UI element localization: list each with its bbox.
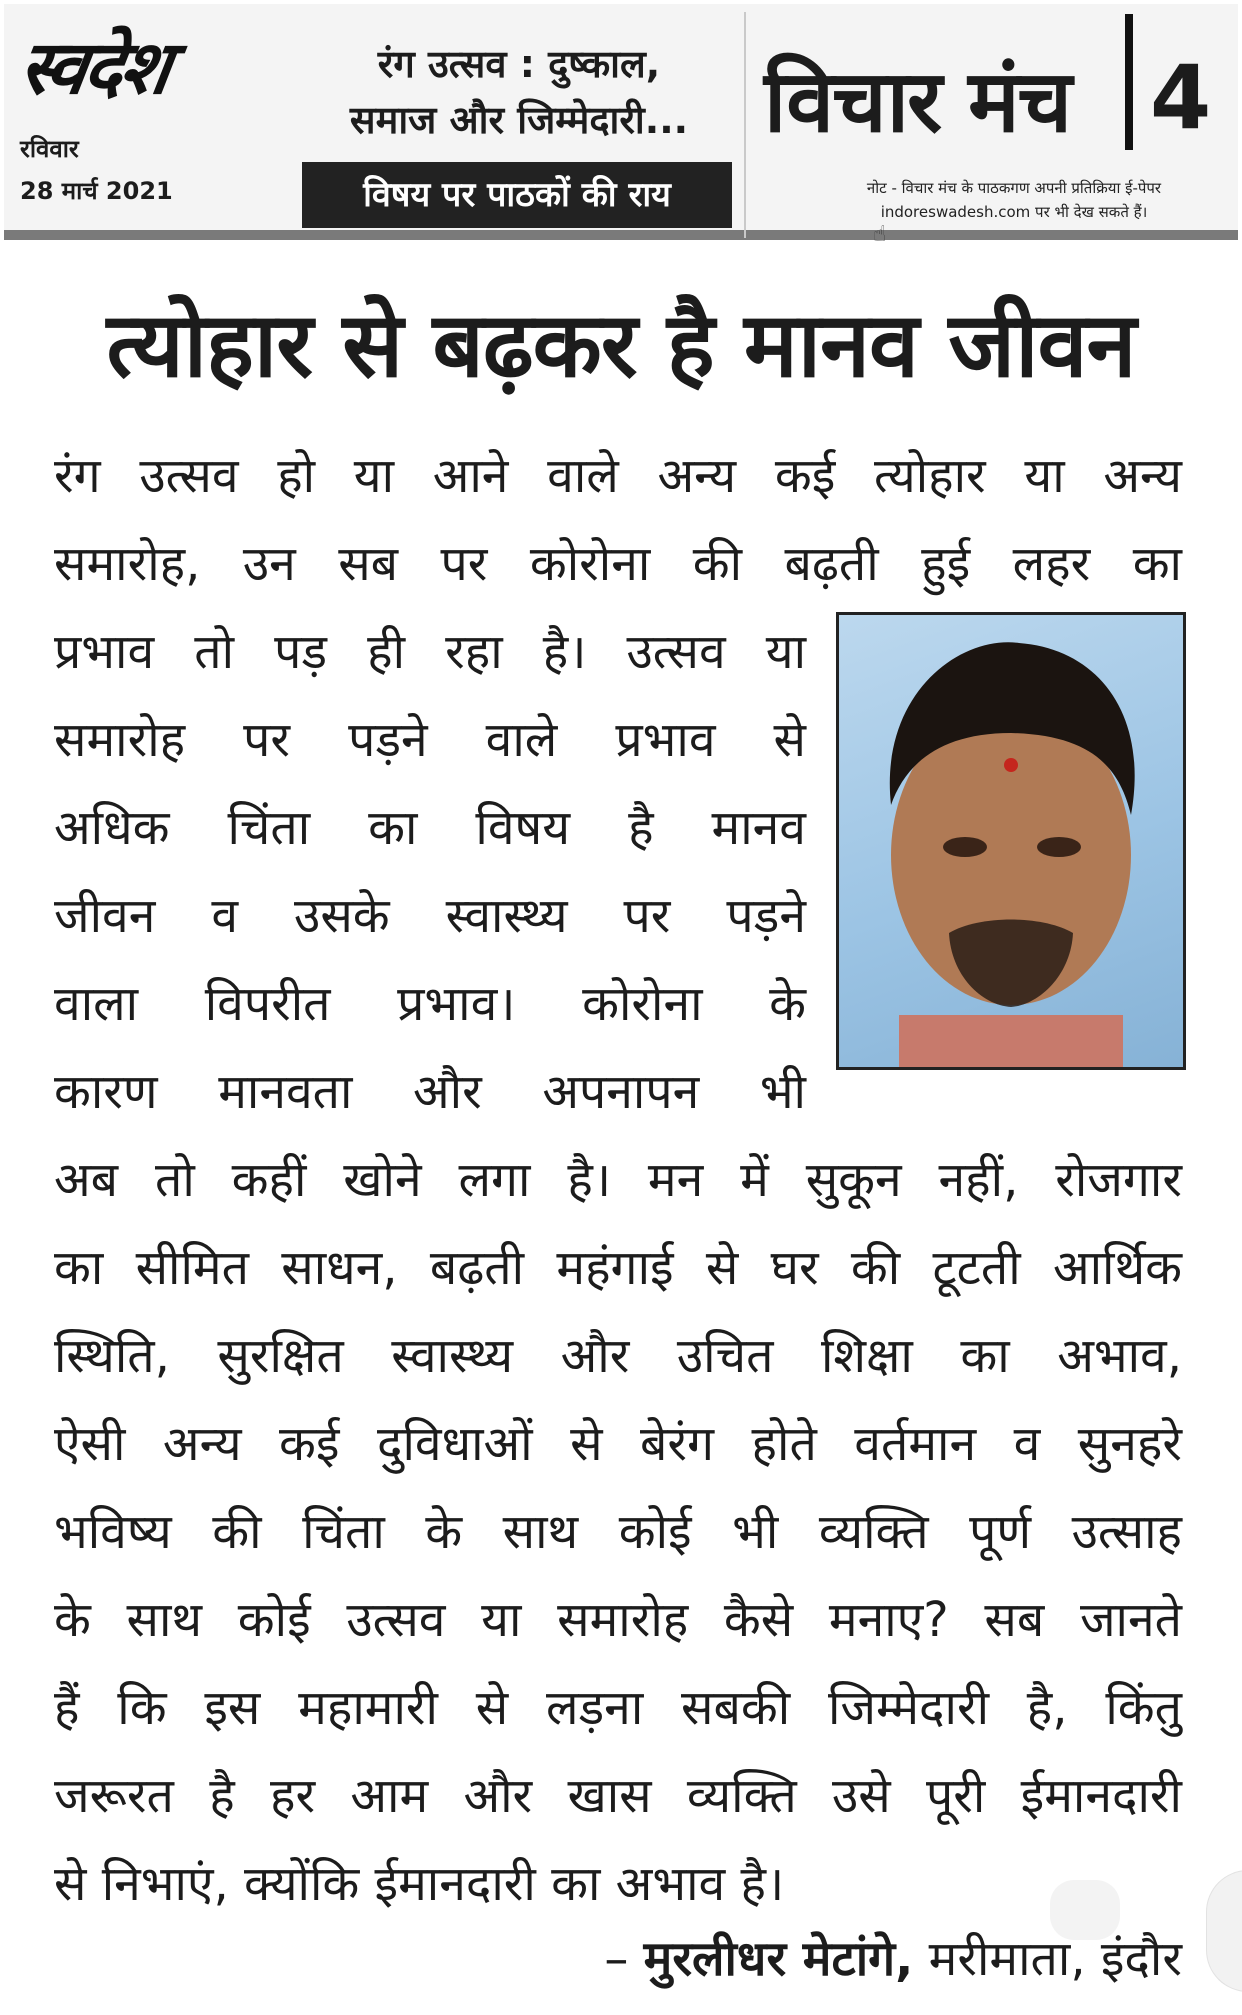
article-line: अब तो कहीं खोने लगा है। मन में सुकून नहीं, रोजगार xyxy=(54,1152,1182,1208)
section-title: विचार मंच xyxy=(764,52,1071,152)
article-line: रंग उत्सव हो या आने वाले अन्य कई त्योहार या अन्य xyxy=(54,448,1182,504)
page-number-divider xyxy=(1125,14,1133,150)
page-number: 4 xyxy=(1150,46,1212,149)
note-line-2[interactable]: indoreswadesh.com पर भी देख सकते हैं। xyxy=(880,203,1148,221)
article-line: स्थिति, सुरक्षित स्वास्थ्य और उचित शिक्षा का अभाव, xyxy=(54,1328,1182,1384)
header-divider xyxy=(744,12,746,238)
author-byline xyxy=(604,1924,1182,1994)
author-name: मुरलीधर मेटांगे, xyxy=(643,1931,914,1987)
topic-heading xyxy=(304,36,734,148)
article-headline: त्योहार से बढ़कर है मानव जीवन xyxy=(106,293,1136,398)
topic-subtitle-banner: विषय पर पाठकों की राय xyxy=(302,162,732,228)
article-line: जीवन व उसके स्वास्थ्य पर पड़ने xyxy=(54,888,806,944)
article-line: ऐसी अन्य कई दुविधाओं से बेरंग होते वर्तमान व सुनहरे xyxy=(54,1416,1182,1472)
issue-day: रविवार xyxy=(20,135,79,163)
article-body xyxy=(54,432,1182,1928)
article-line: समारोह पर पड़ने वाले प्रभाव से xyxy=(54,712,806,768)
epaper-note xyxy=(804,176,1224,224)
article-line: के साथ कोई उत्सव या समारोह कैसे मनाए? सब जानते xyxy=(54,1592,1182,1648)
article-line: हैं कि इस महामारी से लड़ना सबकी जिम्मेदारी है, किंतु xyxy=(54,1680,1182,1736)
article-line: समारोह, उन सब पर कोरोना की बढ़ती हुई लहर का xyxy=(54,536,1182,592)
pointer-cursor-icon: ☝ xyxy=(873,222,887,247)
article-line: अधिक चिंता का विषय है मानव xyxy=(54,800,806,856)
issue-date: 28 मार्च 2021 xyxy=(20,177,173,205)
article-line: भविष्य की चिंता के साथ कोई भी व्यक्ति पूर्ण उत्साह xyxy=(54,1504,1182,1560)
article-line: का सीमित साधन, बढ़ती महंगाई से घर की टूटती आर्थिक xyxy=(54,1240,1182,1296)
masthead xyxy=(4,4,1238,247)
topic-line-2: समाज और जिम्मेदारी... xyxy=(349,98,689,142)
topic-line-1: रंग उत्सव : दुष्काल, xyxy=(377,42,661,86)
newspaper-logo[interactable]: स्वदेश xyxy=(13,25,174,111)
author-location: मरीमाता, इंदौर xyxy=(928,1931,1182,1987)
byline-dash: – xyxy=(604,1931,629,1987)
article-line: कारण मानवता और अपनापन भी xyxy=(54,1064,806,1120)
article-line: प्रभाव तो पड़ ही रहा है। उत्सव या xyxy=(54,624,806,680)
article-line: जरूरत है हर आम और खास व्यक्ति उसे पूरी ईमानदारी xyxy=(54,1768,1182,1824)
edge-scroll-handle[interactable] xyxy=(1206,1870,1242,1992)
note-line-1: नोट - विचार मंच के पाठकगण अपनी प्रतिक्रिया ई-पेपर xyxy=(866,179,1162,197)
article-line: से निभाएं, क्योंकि ईमानदारी का अभाव है। xyxy=(54,1856,785,1912)
article-line: वाला विपरीत प्रभाव। कोरोना के xyxy=(54,976,806,1032)
